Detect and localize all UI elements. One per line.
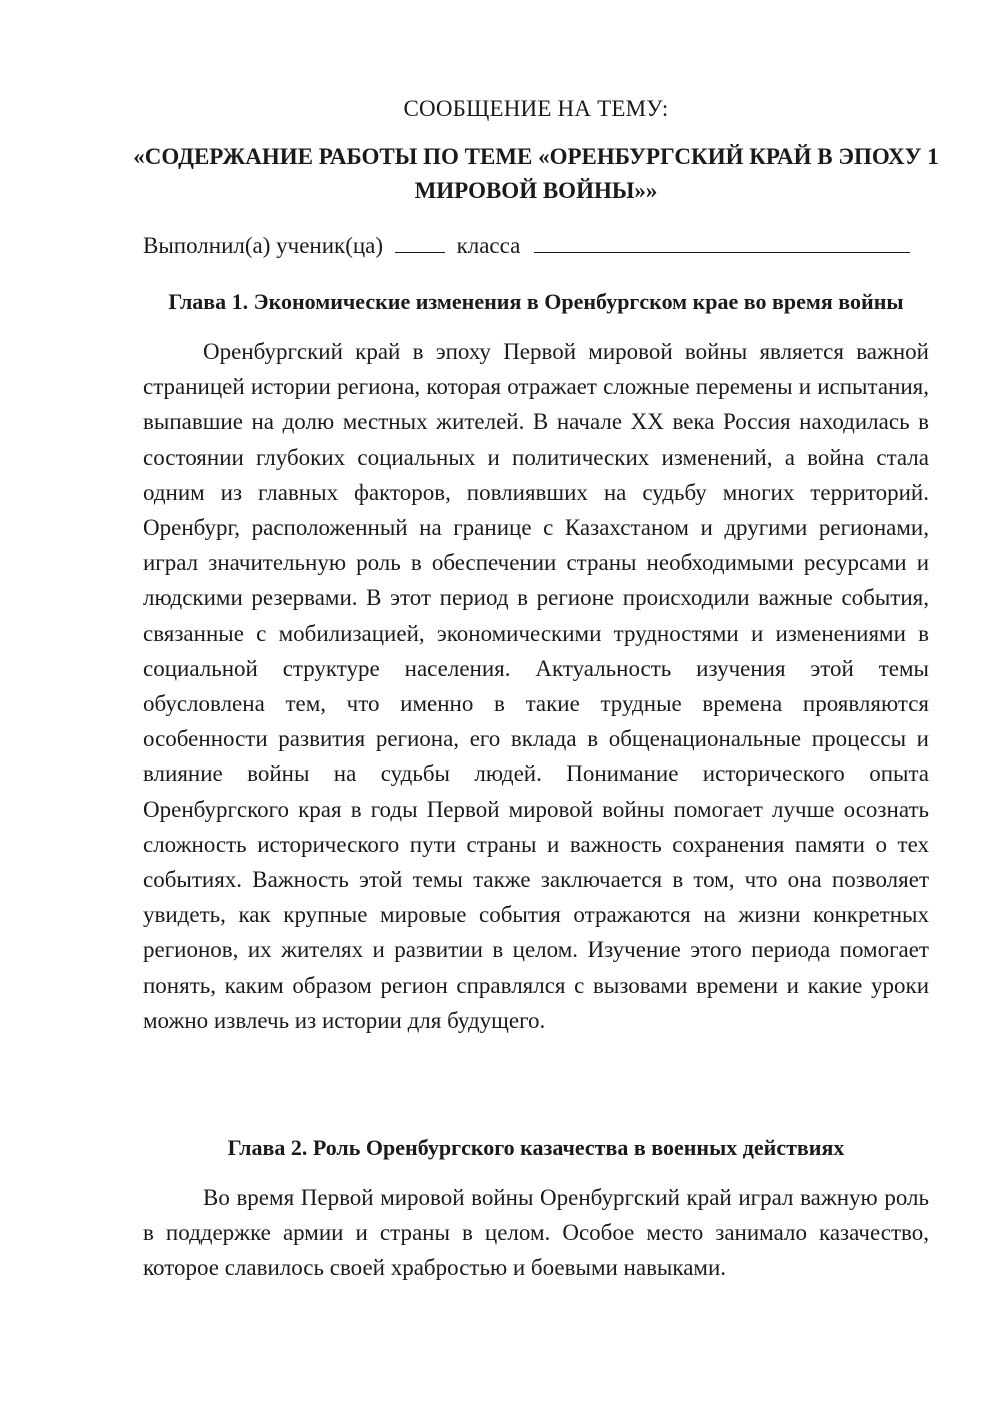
author-label: Выполнил(а) ученик(ца) — [143, 233, 384, 258]
chapter-2-heading: Глава 2. Роль Оренбургского казачества в военных действиях — [227, 1135, 845, 1160]
class-label: класса — [456, 233, 521, 258]
grade-blank-field — [395, 228, 445, 253]
chapter-1-heading: Глава 1. Экономические изменения в Оренбургском крае во время войны — [168, 289, 904, 314]
document-title: «СОДЕРЖАНИЕ РАБОТЫ ПО ТЕМЕ «ОРЕНБУРГСКИЙ КРАЙ В ЭПОХУ 1 МИРОВОЙ ВОЙНЫ»» — [133, 144, 939, 203]
document-page — [133, 0, 939, 1414]
chapter-2-paragraph: Во время Первой мировой войны Оренбургский край играл важную роль в поддержке армии и страны в целом. Особое место занимало казачество, которое славилось своей храбростью и боевыми навыками. — [143, 1185, 929, 1281]
author-line — [143, 228, 929, 263]
name-blank-field — [534, 228, 910, 253]
document-type-line: СООБЩЕНИЕ НА ТЕМУ: — [403, 96, 669, 121]
chapter-1-paragraph: Оренбургский край в эпоху Первой мировой войны является важной страницей истории региона, которая отражает сложные перемены и испытания, выпавшие на долю местных жителей. В начале XX века Россия находилась в состоянии глубоких социальных и политических изменений, а война стала одним из главных факторов, повлиявших на судьбу многих территорий. Оренбург, расположенный на границе с Казахстаном и другими регионами, играл значительную роль в обеспечении страны необходимыми ресурсами и людскими резервами. В этот период в регионе происходили важные события, связанные с мобилизацией, экономическими трудностями и изменениями в социальной структуре населения. Актуальность изучения этой темы обусловлена тем, что именно в такие трудные времена проявляются особенности развития региона, его вклада в общенациональные процессы и влияние войны на судьбы людей. Понимание исторического опыта Оренбургского края в годы Первой мировой войны помогает лучше осознать сложность исторического пути страны и важность сохранения памяти о тех событиях. Важность этой темы также заключается в том, что она позволяет увидеть, как крупные мировые события отражаются на жизни конкретных регионов, их жителях и развитии в целом. Изучение этого периода помогает понять, каким образом регион справлялся с вызовами времени и какие уроки можно извлечь из истории для будущего. — [143, 339, 929, 1033]
